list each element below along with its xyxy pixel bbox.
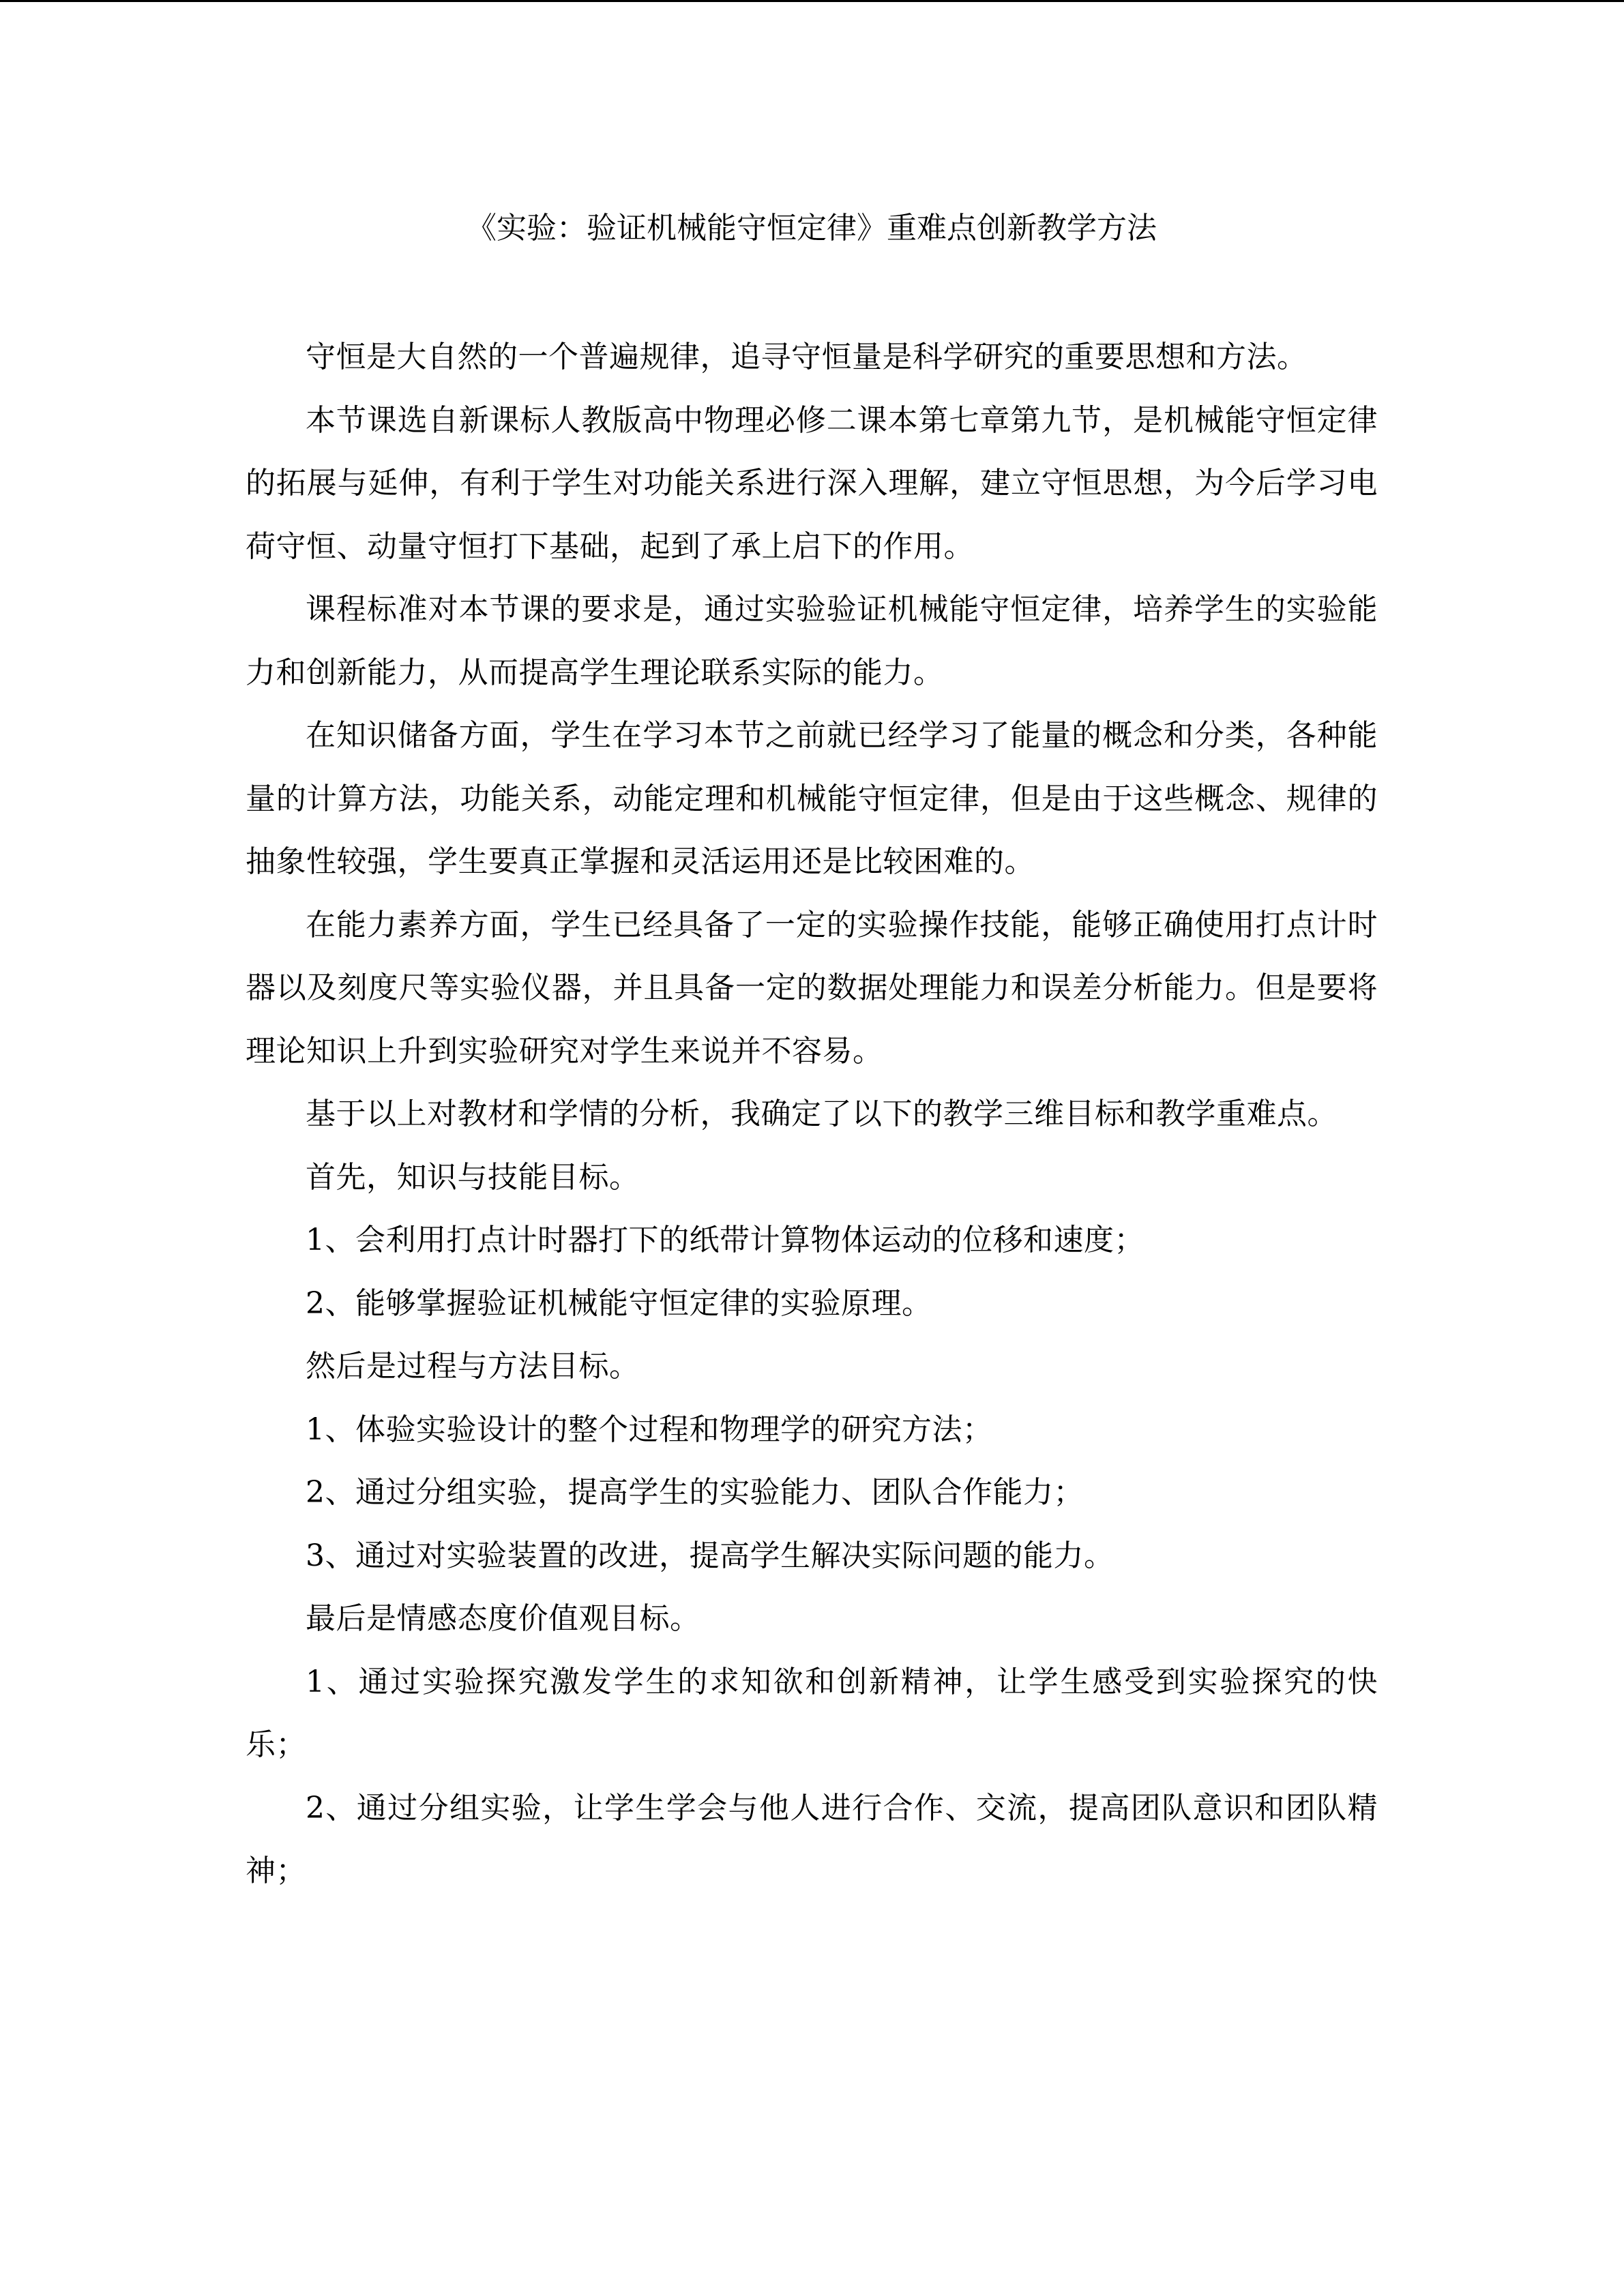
document-body [246, 326, 1378, 1903]
paragraph: 课程标准对本节课的要求是，通过实验验证机械能守恒定律，培养学生的实验能力和创新能力，从而提高学生理论联系实际的能力。 [246, 592, 1378, 690]
paragraph: 在能力素养方面，学生已经具备了一定的实验操作技能，能够正确使用打点计时器以及刻度尺等实验仪器，并且具备一定的数据处理能力和误差分析能力。但是要将理论知识上升到实验研究对学生来说并不容易。 [246, 907, 1378, 1069]
section-heading: 首先，知识与技能目标。 [306, 1159, 640, 1195]
list-item: 2、能够掌握验证机械能守恒定律的实验原理。 [306, 1285, 932, 1321]
page-top-border [0, 0, 1624, 2]
section-heading: 然后是过程与方法目标。 [306, 1349, 640, 1384]
document-title: 《实验：验证机械能守恒定律》重难点创新教学方法 [467, 211, 1157, 245]
paragraph: 本节课选自新课标人教版高中物理必修二课本第七章第九节，是机械能守恒定律的拓展与延伸，有利于学生对功能关系进行深入理解，建立守恒思想，为今后学习电荷守恒、动量守恒打下基础，起到了承上启下的作用。 [246, 402, 1378, 564]
list-item: 1、会利用打点计时器打下的纸带计算物体运动的位移和速度； [306, 1223, 1145, 1257]
list-item: 2、通过分组实验，让学生学会与他人进行合作、交流，提高团队意识和团队精神； [246, 1790, 1378, 1888]
list-item: 1、通过实验探究激发学生的求知欲和创新精神，让学生感受到实验探究的快乐； [246, 1664, 1378, 1762]
list-item: 2、通过分组实验，提高学生的实验能力、团队合作能力； [306, 1475, 1084, 1510]
paragraph: 基于以上对教材和学情的分析，我确定了以下的教学三维目标和教学重难点。 [306, 1097, 1338, 1131]
paragraph: 在知识储备方面，学生在学习本节之前就已经学习了能量的概念和分类，各种能量的计算方法，功能关系，动能定理和机械能守恒定律，但是由于这些概念、规律的抽象性较强，学生要真正掌握和灵活运用还是比较困难的。 [246, 718, 1378, 879]
list-item: 1、体验实验设计的整个过程和物理学的研究方法； [306, 1412, 993, 1447]
list-item: 3、通过对实验装置的改进，提高学生解决实际问题的能力。 [306, 1538, 1114, 1573]
section-heading: 最后是情感态度价值观目标。 [306, 1601, 700, 1636]
paragraph: 守恒是大自然的一个普遍规律，追寻守恒量是科学研究的重要思想和方法。 [306, 340, 1308, 374]
